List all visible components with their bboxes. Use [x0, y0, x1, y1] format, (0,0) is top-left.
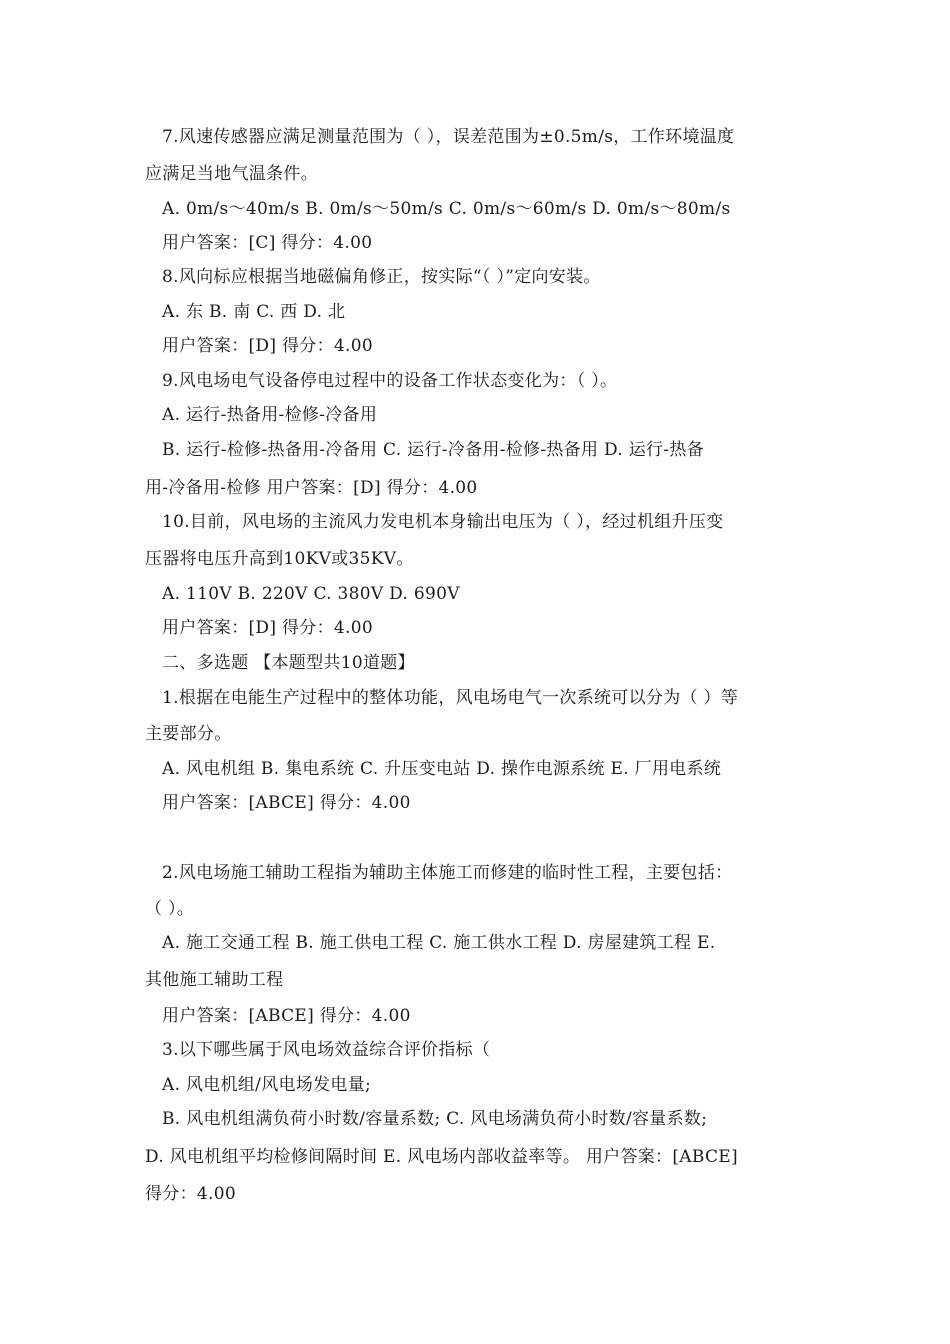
q8-answer: 用户答案：[D] 得分：4.00	[162, 336, 373, 356]
q7-stem-line2: 应满足当地气温条件。	[145, 164, 318, 184]
q7-answer: 用户答案：[C] 得分：4.00	[162, 233, 373, 253]
q8-stem: 8.风向标应根据当地磁偏角修正，按实际“（ ）”定向安装。	[162, 267, 601, 287]
m3-stem: 3.以下哪些属于风电场效益综合评价指标（	[162, 1040, 491, 1060]
m3-options-de-answer: D. 风电机组平均检修间隔时间 E. 风电场内部收益率等。 用户答案：[ABCE]	[145, 1147, 738, 1167]
section-multi-choice-heading: 二、多选题 【本题型共10道题】	[162, 653, 415, 673]
q9-option-a: A. 运行-热备用-检修-冷备用	[162, 405, 378, 425]
q7-options: A. 0m/s～40m/s B. 0m/s～50m/s C. 0m/s～60m/s D. 0m/s～80m/s	[162, 199, 731, 219]
m2-stem-line2: （ ）。	[145, 899, 195, 919]
q9-options-bcd-line2: 用-冷备用-检修 用户答案：[D] 得分：4.00	[145, 478, 478, 498]
m1-stem-line2: 主要部分。	[145, 724, 232, 744]
m2-options-line1: A. 施工交通工程 B. 施工供电工程 C. 施工供水工程 D. 房屋建筑工程 E.	[162, 933, 716, 953]
m1-answer: 用户答案：[ABCE] 得分：4.00	[162, 793, 411, 813]
m1-options: A. 风电机组 B. 集电系统 C. 升压变电站 D. 操作电源系统 E. 厂用电系统	[162, 759, 722, 779]
m2-stem-line1: 2.风电场施工辅助工程指为辅助主体施工而修建的临时性工程，主要包括：	[162, 863, 733, 883]
q9-stem: 9.风电场电气设备停电过程中的设备工作状态变化为：（ ）。	[162, 371, 618, 391]
q7-stem-line1: 7.风速传感器应满足测量范围为（ ），误差范围为±0.5m/s，工作环境温度	[162, 127, 735, 147]
m3-score: 得分：4.00	[145, 1184, 236, 1204]
q10-options: A. 110V B. 220V C. 380V D. 690V	[162, 584, 460, 604]
m2-answer: 用户答案：[ABCE] 得分：4.00	[162, 1006, 411, 1026]
q10-stem-line1: 10.目前，风电场的主流风力发电机本身输出电压为（ ），经过机组升压变	[162, 512, 724, 532]
q9-options-bcd-line1: B. 运行-检修-热备用-冷备用 C. 运行-冷备用-检修-热备用 D. 运行-热备	[162, 440, 704, 460]
m2-options-line2: 其他施工辅助工程	[145, 970, 284, 990]
q10-answer: 用户答案：[D] 得分：4.00	[162, 618, 373, 638]
q8-options: A. 东 B. 南 C. 西 D. 北	[162, 302, 346, 322]
q10-stem-line2: 压器将电压升高到10KV或35KV。	[145, 549, 414, 569]
m3-options-bc: B. 风电机组满负荷小时数/容量系数; C. 风电场满负荷小时数/容量系数;	[162, 1109, 708, 1129]
m3-option-a: A. 风电机组/风电场发电量;	[162, 1075, 372, 1095]
m1-stem-line1: 1.根据在电能生产过程中的整体功能，风电场电气一次系统可以分为（ ）等	[162, 688, 739, 708]
